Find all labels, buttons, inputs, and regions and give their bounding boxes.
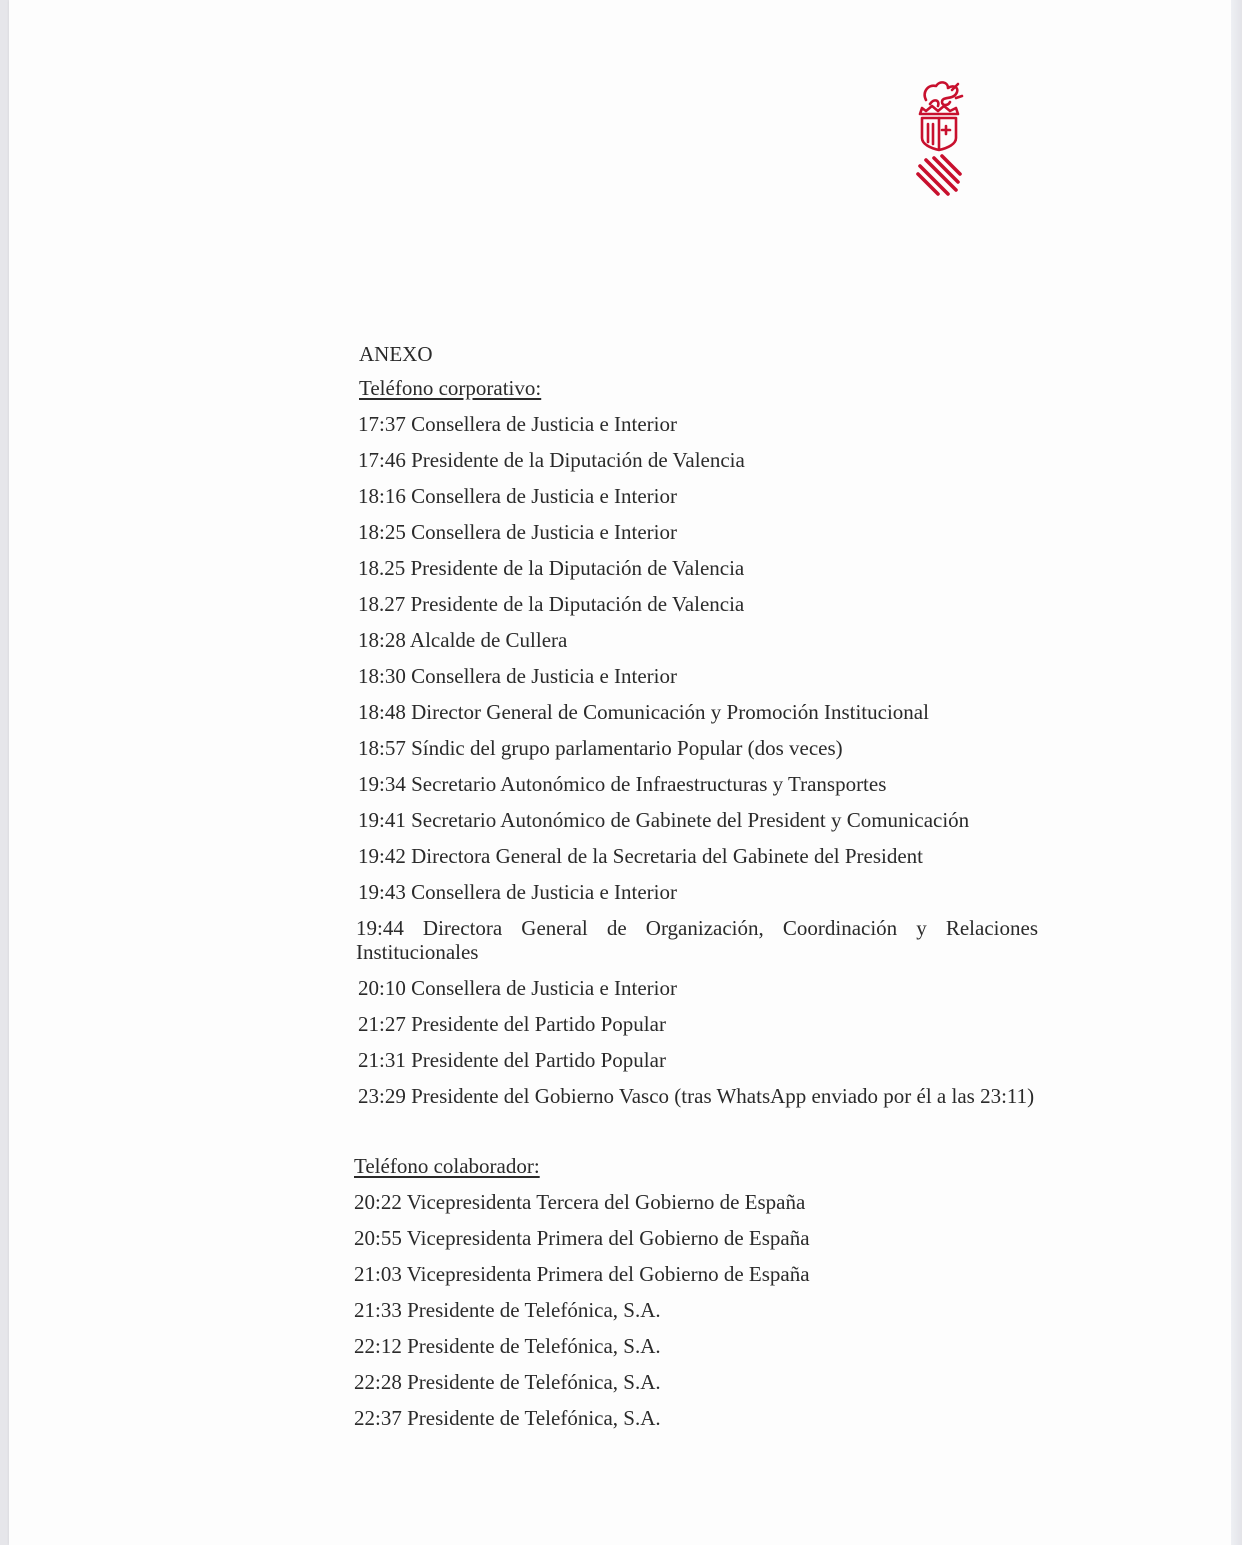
call-entry: 20:22 Vicepresidenta Tercera del Gobierno de España	[354, 1190, 806, 1214]
call-entry: 19:41 Secretario Autonómico de Gabinete del President y Comunicación	[358, 808, 970, 832]
call-entry: 18:48 Director General de Comunicación y Promoción Institucional	[358, 700, 929, 724]
call-entry: 22:37 Presidente de Telefónica, S.A.	[354, 1406, 661, 1430]
call-entry: 20:55 Vicepresidenta Primera del Gobierno de España	[354, 1226, 810, 1250]
call-entry: 21:33 Presidente de Telefónica, S.A.	[354, 1298, 661, 1322]
call-entry: 21:03 Vicepresidenta Primera del Gobierno de España	[354, 1262, 810, 1286]
call-entry: 21:27 Presidente del Partido Popular	[358, 1012, 666, 1036]
annex-title: ANEXO	[359, 342, 433, 366]
call-entry: 18:25 Consellera de Justicia e Interior	[358, 520, 677, 544]
section-heading: Teléfono corporativo:	[359, 376, 542, 400]
call-entry: 17:37 Consellera de Justicia e Interior	[358, 412, 677, 436]
call-entry: 19:44 Directora General de Organización, Coordinación y Relaciones Institucionales	[356, 916, 1038, 964]
call-entry: 22:28 Presidente de Telefónica, S.A.	[354, 1370, 661, 1394]
section-collaborator-phone	[352, 1148, 1042, 1436]
call-entry: 19:43 Consellera de Justicia e Interior	[358, 880, 677, 904]
call-entry: 19:42 Directora General de la Secretaria del Gabinete del President	[358, 844, 924, 868]
call-entry: 18:30 Consellera de Justicia e Interior	[358, 664, 677, 688]
call-entry: 18:28 Alcalde de Cullera	[358, 628, 568, 652]
call-entry: 23:29 Presidente del Gobierno Vasco (tras WhatsApp enviado por él a las 23:11)	[358, 1084, 1035, 1108]
annex-content	[352, 336, 1042, 1436]
call-entry: 18:57 Síndic del grupo parlamentario Popular (dos veces)	[358, 736, 843, 760]
call-entry: 22:12 Presidente de Telefónica, S.A.	[354, 1334, 661, 1358]
call-entry: 21:31 Presidente del Partido Popular	[358, 1048, 666, 1072]
page-edge	[1231, 0, 1242, 1545]
call-entry: 19:34 Secretario Autonómico de Infraestructuras y Transportes	[358, 772, 887, 796]
call-entry: 18.27 Presidente de la Diputación de Valencia	[358, 592, 745, 616]
call-entry: 18.25 Presidente de la Diputación de Valencia	[358, 556, 745, 580]
section-heading: Teléfono colaborador:	[354, 1154, 540, 1178]
call-entry: 20:10 Consellera de Justicia e Interior	[358, 976, 677, 1000]
generalitat-emblem-icon	[912, 78, 966, 198]
call-entry: 17:46 Presidente de la Diputación de Valencia	[358, 448, 745, 472]
section-corporate-phone	[352, 370, 1042, 1114]
call-entry: 18:16 Consellera de Justicia e Interior	[358, 484, 677, 508]
